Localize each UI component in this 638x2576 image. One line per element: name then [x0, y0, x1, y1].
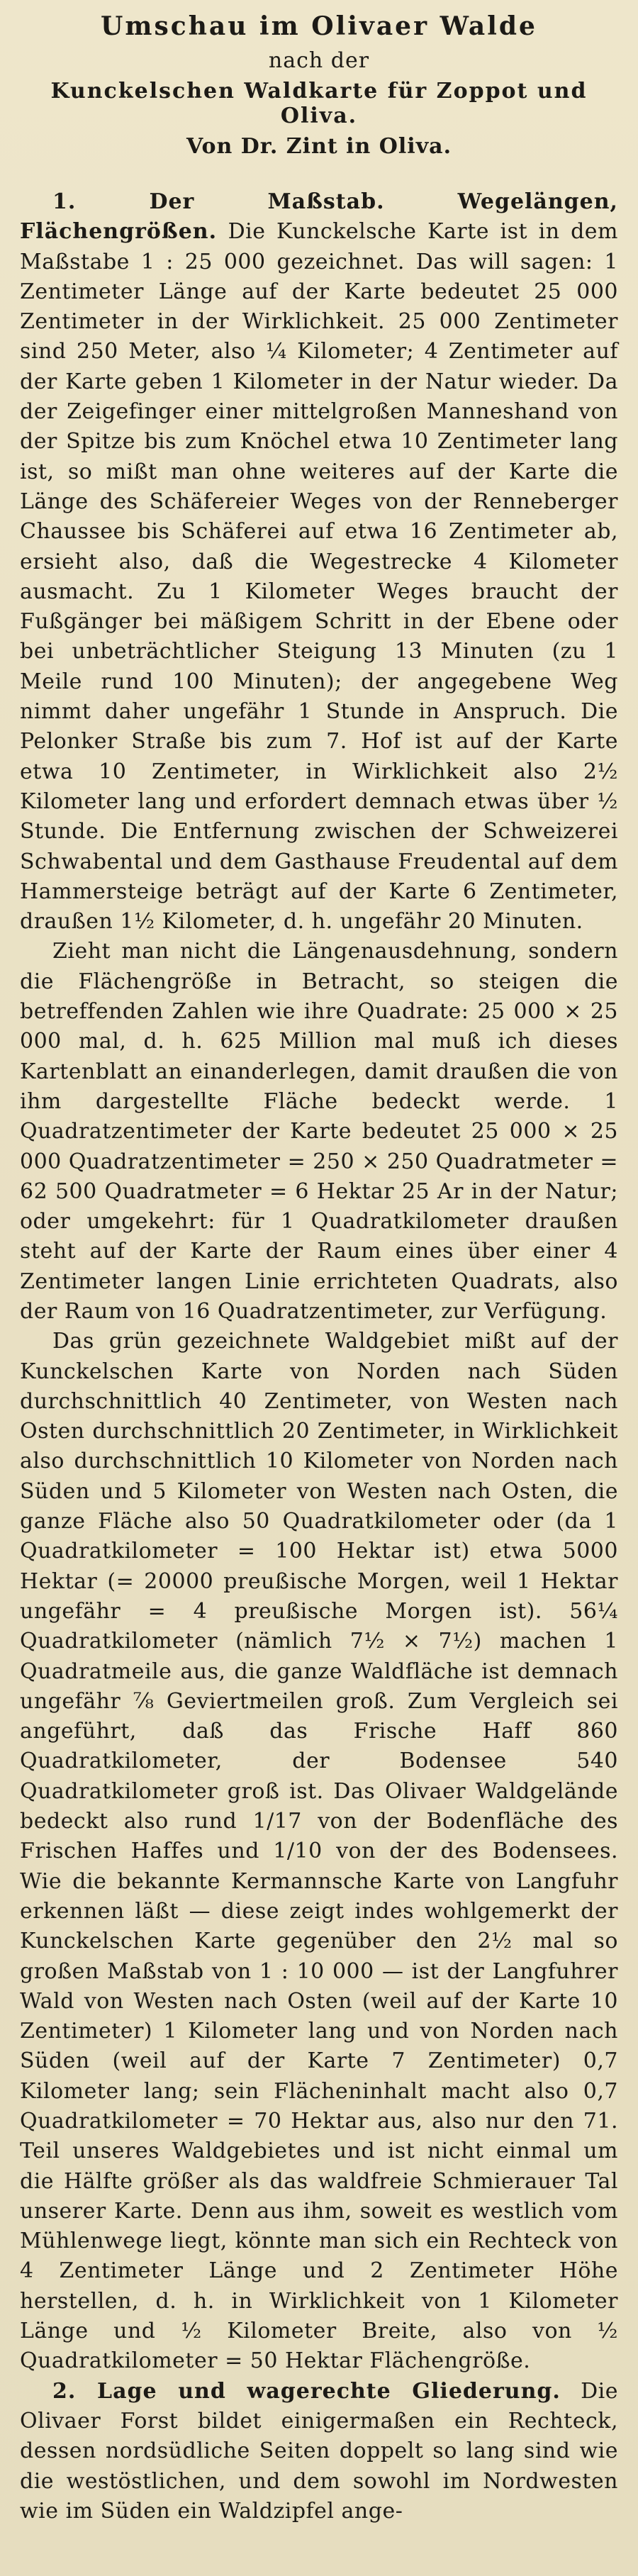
section-1-paragraph-1	[20, 187, 618, 937]
section-1-text-1: Die Kunckelsche Karte ist in dem Maßstabe 1 : 25 000 gezeichnet. Das will sagen: 1 Zentimeter Länge auf der Karte bedeutet 25 000 Zentimeter in der Wirklichkeit. 25 000 Zentimeter sind 250 Meter, also ¼ Kilometer; 4 Zentimeter auf der Karte geben 1 Kilometer in der Natur wieder. Da der Zeigefinger einer mittelgroßen Manneshand von der Spitze bis zum Knöchel etwa 10 Zentimeter lang ist, so mißt man ohne weiteres auf der Karte die Länge des Schäfereier Weges von der Renneberger Chaussee bis Schäferei auf etwa 16 Zentimeter ab, ersieht also, daß die Wegestrecke 4 Kilometer ausmacht. Zu 1 Kilometer Weges braucht der Fußgänger bei mäßigem Schritt in der Ebene oder bei unbeträchtlicher Steigung 13 Minuten (zu 1 Meile rund 100 Minuten); der angegebene Weg nimmt daher ungefähr 1 Stunde in Anspruch. Die Pelonker Straße bis zum 7. Hof ist auf der Karte etwa 10 Zentimeter, in Wirklichkeit also 2½ Kilometer lang und erfordert demnach etwas über ½ Stunde. Die Entfernung zwischen der Schweizerei Schwabental und dem Gasthause Freudental auf dem Hammersteige beträgt auf der Karte 6 Zentimeter, draußen 1½ Kilometer, d. h. ungefähr 20 Minuten.	[20, 219, 618, 935]
section-2-text: Die Olivaer Forst bildet einigermaßen ein Rechteck, dessen nordsüdliche Seiten doppelt so lang sind wie die westöstlichen, und dem sowohl im Nordwesten wie im Süden ein Waldzipfel ange-	[20, 2378, 618, 2524]
section-1-heading: 1. Der Maßstab. Wegelängen, Flächengrößen.	[20, 189, 618, 245]
article-title: Umschau im Olivaer Walde	[101, 11, 537, 41]
section-2-paragraph-1	[20, 2377, 618, 2526]
section-1-paragraph-3: Das grün gezeichnete Waldgebiet mißt auf der Kunckelschen Karte von Norden nach Süden durchschnittlich 40 Zentimeter, von Westen nach Osten durchschnittlich 20 Zentimeter, in Wirklichkeit also durchschnittlich 10 Kilometer von Norden nach Süden und 5 Kilometer von Westen nach Osten, die ganze Fläche also 50 Quadratkilometer oder (da 1 Quadratkilometer = 100 Hektar ist) etwa 5000 Hektar (= 20000 preußische Morgen, weil 1 Hektar ungefähr = 4 preußische Morgen ist). 56¼ Quadratkilometer (nämlich 7½ × 7½) machen 1 Quadratmeile aus, die ganze Waldfläche ist demnach ungefähr ⅞ Geviertmeilen groß. Zum Vergleich sei angeführt, daß das Frische Haff 860 Quadratkilometer, der Bodensee 540 Quadratkilometer groß ist. Das Olivaer Waldgelände bedeckt also rund 1/17 von der Bodenfläche des Frischen Haffes und 1/10 von der des Bodensees. Wie die bekannte Kermannsche Karte von Langfuhr erkennen läßt — diese zeigt indes wohlgemerkt der Kunckelschen Karte gegenüber den 2½ mal so großen Maßstab von 1 : 10 000 — ist der Langfuhrer Wald von Westen nach Osten (weil auf der Karte 10 Zentimeter) 1 Kilometer lang und von Norden nach Süden (weil auf der Karte 7 Zentimeter) 0,7 Kilometer lang; sein Flächeninhalt macht also 0,7 Quadratkilometer = 70 Hektar aus, also nur den 71. Teil unseres Waldgebietes und ist nicht einmal um die Hälfte größer als das waldfreie Schmierauer Tal unserer Karte. Denn aus ihm, soweit es westlich vom Mühlenwege liegt, könnte man sich ein Rechteck von 4 Zentimeter Länge und 2 Zentimeter Höhe herstellen, d. h. in Wirklichkeit von 1 Kilometer Länge und ½ Kilometer Breite, also von ½ Quadratkilometer = 50 Hektar Flächengröße.	[20, 1329, 618, 2374]
subtitle-map-name: Kunckelschen Waldkarte für Zoppot und Oliva.	[50, 79, 588, 128]
section-2-heading: 2. Lage und wagerechte Gliederung.	[52, 2378, 561, 2404]
author-line: Von Dr. Zint in Oliva.	[186, 134, 452, 159]
section-1-paragraph-2: Zieht man nicht die Längenausdehnung, sondern die Flächengröße in Betracht, so steigen die betreffenden Zahlen wie ihre Quadrate: 25 000 × 25 000 mal, d. h. 625 Million mal muß ich dieses Kartenblatt an einanderlegen, damit draußen die von ihm dargestellte Fläche bedeckt werde. 1 Quadratzentimeter der Karte bedeutet 25 000 × 25 000 Quadratzentimeter = 250 × 250 Quadratmeter = 62 500 Quadratmeter = 6 Hektar 25 Ar in der Natur; oder umgekehrt: für 1 Quadratkilometer draußen steht auf der Karte der Raum eines über einer 4 Zentimeter langen Linie errichteten Quadrats, also der Raum von 16 Quadratzentimeter, zur Verfügung.	[20, 939, 618, 1324]
subtitle-nach-der: nach der	[268, 48, 370, 73]
article-body	[20, 187, 618, 2526]
